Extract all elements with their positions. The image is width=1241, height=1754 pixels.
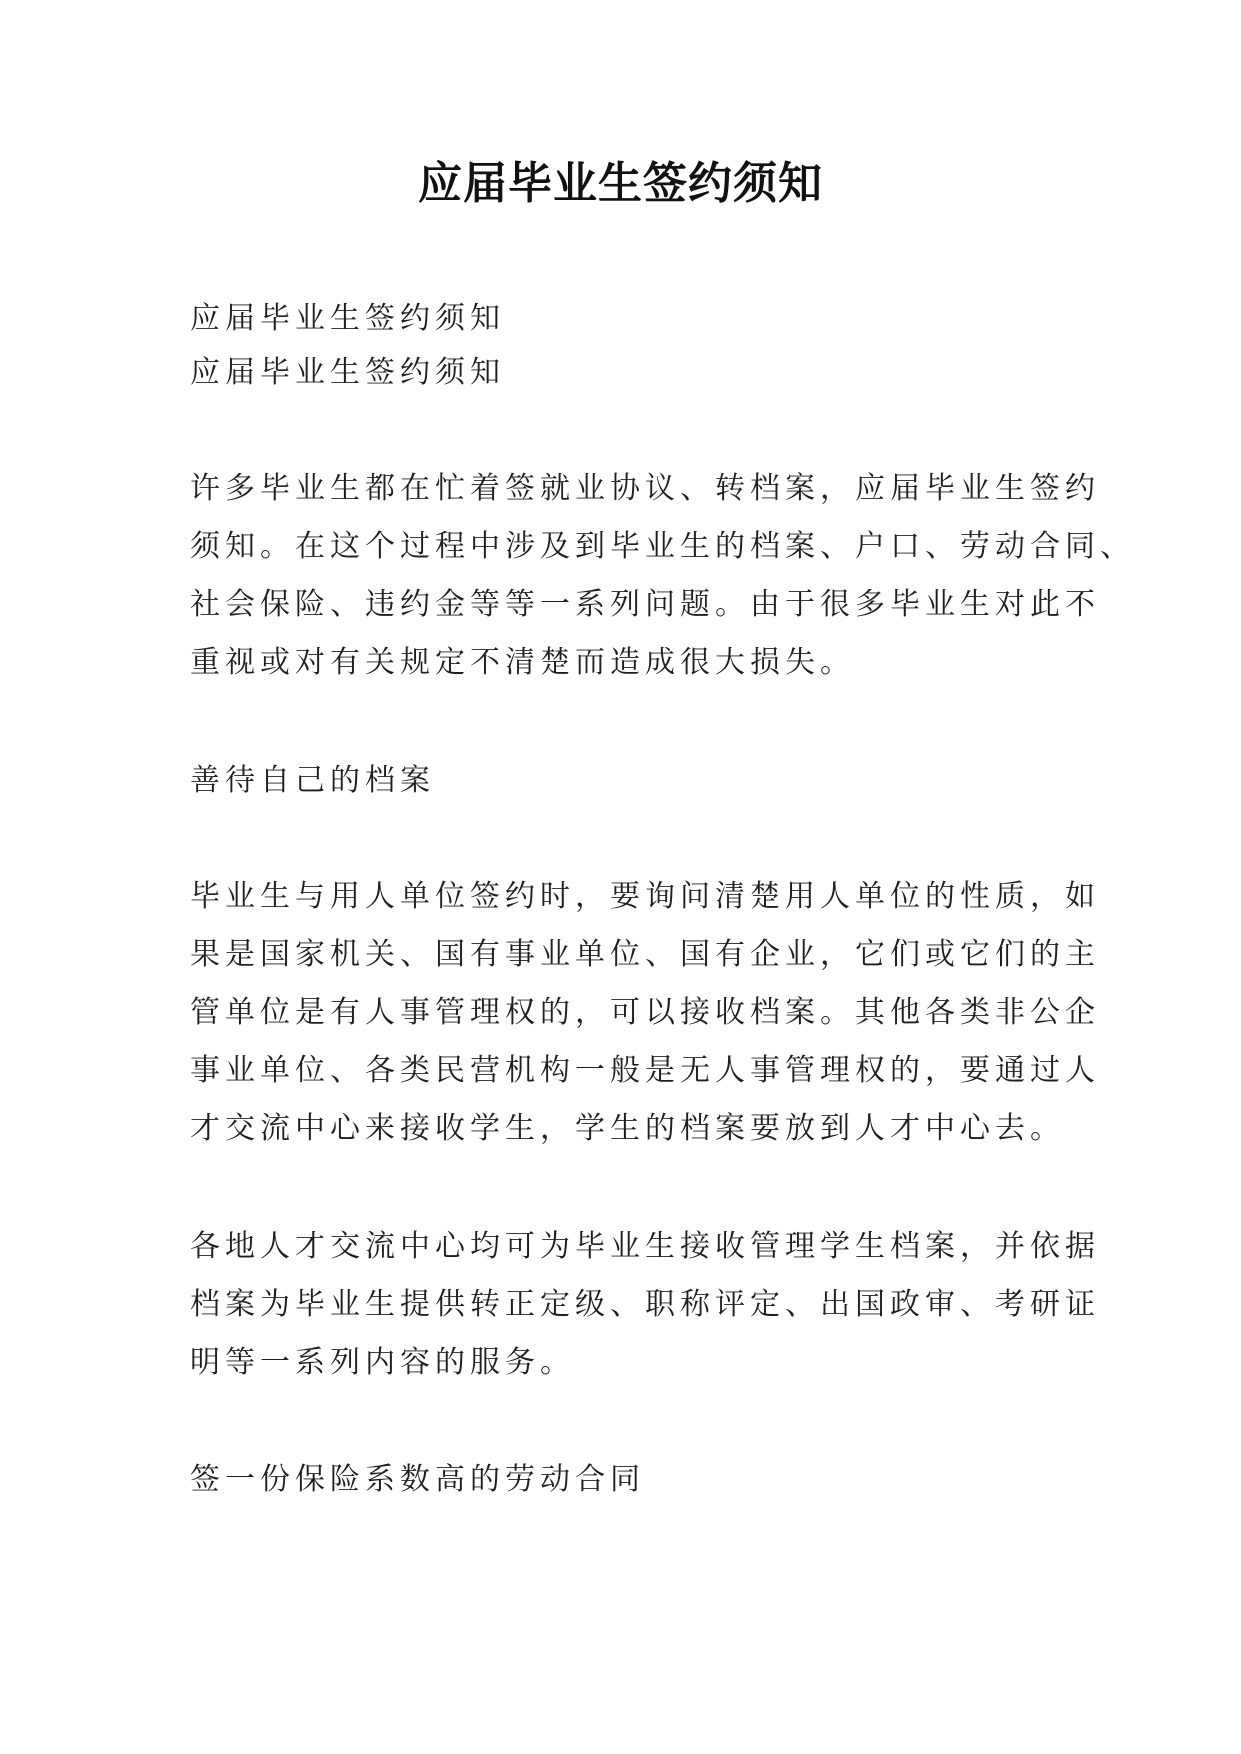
paragraph-line: 各地人才交流中心均可为毕业生接收管理学生档案，并依据 <box>190 1229 1100 1264</box>
section-heading-archive: 善待自己的档案 <box>190 763 435 798</box>
paragraph-line: 管单位是有人事管理权的，可以接收档案。其他各类非公企 <box>190 995 1100 1030</box>
paragraph-archive-employer <box>190 868 1100 1158</box>
subtitle-line: 应届毕业生签约须知 <box>190 301 505 336</box>
paragraph-intro <box>190 460 1135 692</box>
paragraph-line: 须知。在这个过程中涉及到毕业生的档案、户口、劳动合同、 <box>190 529 1135 564</box>
paragraph-line: 许多毕业生都在忙着签就业协议、转档案，应届毕业生签约 <box>190 471 1100 506</box>
document-title: 应届毕业生签约须知 <box>418 158 823 209</box>
paragraph-line: 事业单位、各类民营机构一般是无人事管理权的，要通过人 <box>190 1053 1100 1088</box>
paragraph-talent-center <box>190 1218 1100 1392</box>
section-heading-labor-contract: 签一份保险系数高的劳动合同 <box>190 1462 645 1497</box>
paragraph-line: 才交流中心来接收学生，学生的档案要放到人才中心去。 <box>190 1111 1065 1146</box>
paragraph-line: 果是国家机关、国有事业单位、国有企业，它们或它们的主 <box>190 937 1100 972</box>
paragraph-line: 档案为毕业生提供转正定级、职称评定、出国政审、考研证 <box>190 1287 1100 1322</box>
paragraph-line: 明等一系列内容的服务。 <box>190 1345 575 1380</box>
paragraph-line: 社会保险、违约金等等一系列问题。由于很多毕业生对此不 <box>190 587 1100 622</box>
paragraph-line: 毕业生与用人单位签约时，要询问清楚用人单位的性质，如 <box>190 879 1100 914</box>
paragraph-line: 重视或对有关规定不清楚而造成很大损失。 <box>190 645 855 680</box>
subtitle-line: 应届毕业生签约须知 <box>190 355 505 390</box>
